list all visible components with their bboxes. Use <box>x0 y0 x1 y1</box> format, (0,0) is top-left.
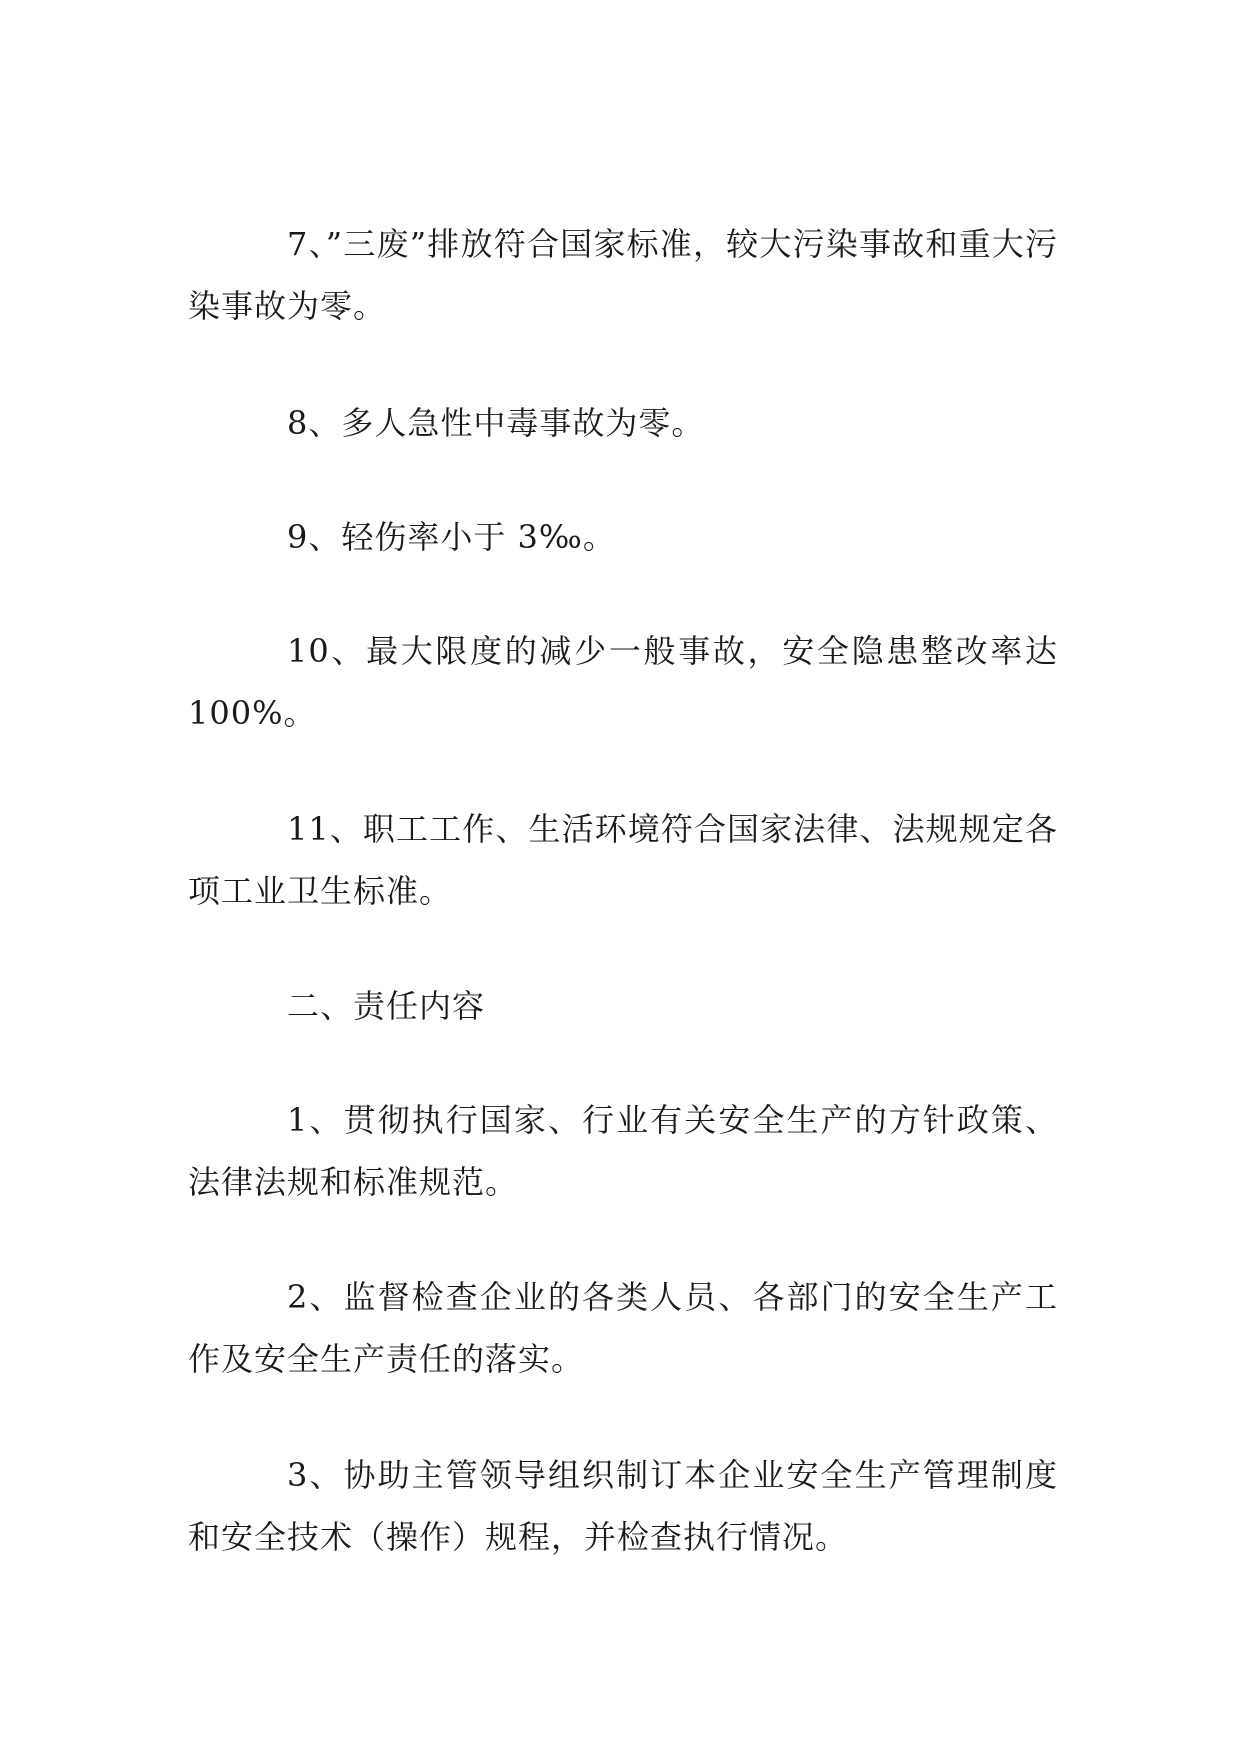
target-item-8: 8、多人急性中毒事故为零。 <box>287 404 705 442</box>
responsibility-item-2: 2、监督检查企业的各类人员、各部门的安全生产工作及安全生产责任的落实。 <box>188 1278 1058 1378</box>
target-item-10: 10、最大限度的减少一般事故，安全隐患整改率达100%。 <box>188 632 1058 732</box>
responsibility-item-1: 1、贯彻执行国家、行业有关安全生产的方针政策、法律法规和标准规范。 <box>188 1101 1058 1201</box>
target-item-7: 7、”三废”排放符合国家标准，较大污染事故和重大污染事故为零。 <box>188 225 1058 325</box>
target-item-9: 9、轻伤率小于 3‰。 <box>287 518 616 556</box>
section-heading: 二、责任内容 <box>287 987 486 1025</box>
target-item-11: 11、职工工作、生活环境符合国家法律、法规规定各项工业卫生标准。 <box>188 810 1058 910</box>
responsibility-item-3: 3、协助主管领导组织制订本企业安全生产管理制度和安全技术（操作）规程，并检查执行情况。 <box>188 1456 1058 1556</box>
